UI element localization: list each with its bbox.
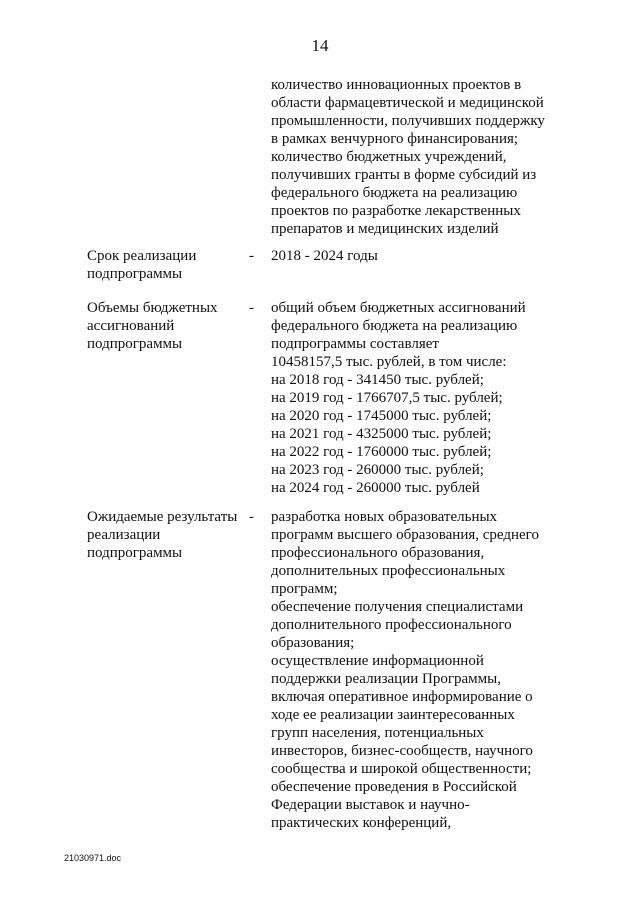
label-line: подпрограммы (87, 336, 183, 352)
value-line: общий объем бюджетных ассигнований (271, 300, 526, 316)
label-line: ассигнований (87, 318, 175, 334)
value-line: программ высшего образования, среднего (271, 527, 539, 543)
value-line: разработка новых образовательных (271, 509, 498, 525)
value-line: федерального бюджета на реализацию (271, 318, 518, 334)
value-line: обеспечение получения специалистами (271, 599, 524, 615)
value-line: практических конференций, (271, 815, 452, 831)
text-line: препаратов и медицинских изделий (271, 221, 499, 237)
label-line: Объемы бюджетных (87, 300, 218, 316)
section-value (271, 299, 571, 497)
value-line: Федерации выставок и научно- (271, 797, 470, 813)
text-line: промышленности, получивших поддержку (271, 113, 545, 129)
value-line: 2018 - 2024 годы (271, 248, 378, 264)
value-line: 10458157,5 тыс. рублей, в том числе: (271, 354, 507, 370)
text-line: количество инновационных проектов в (271, 77, 522, 93)
text-line: области фармацевтической и медицинской (271, 95, 544, 111)
value-line: ходе ее реализации заинтересованных (271, 707, 515, 723)
value-line: обеспечение проведения в Российской (271, 779, 517, 795)
label-line: Ожидаемые результаты (87, 509, 238, 525)
footer-filename: 21030971.doc (64, 853, 122, 863)
value-line: включая оперативное информирование о (271, 689, 533, 705)
label-line: реализации (87, 527, 161, 543)
section-label (87, 299, 252, 353)
section-dash: - (249, 509, 254, 525)
text-line: федерального бюджета на реализацию (271, 185, 518, 201)
text-line: проектов по разработке лекарственных (271, 203, 521, 219)
value-line: на 2023 год - 260000 тыс. рублей; (271, 462, 484, 478)
value-line: на 2018 год - 341450 тыс. рублей; (271, 372, 484, 388)
value-line: дополнительных профессиональных (271, 563, 506, 579)
text-line: получивших гранты в форме субсидий из (271, 167, 537, 183)
value-line: подпрограммы составляет (271, 336, 439, 352)
value-line: инвесторов, бизнес-сообществ, научного (271, 743, 533, 759)
label-line: подпрограммы (87, 266, 183, 282)
intro-text (271, 76, 571, 238)
value-line: групп населения, потенциальных (271, 725, 484, 741)
label-line: подпрограммы (87, 545, 183, 561)
section-value (271, 247, 571, 265)
text-line: в рамках венчурного финансирования; (271, 131, 519, 147)
value-line: на 2021 год - 4325000 тыс. рублей; (271, 426, 492, 442)
value-line: поддержки реализации Программы, (271, 671, 501, 687)
section-dash: - (249, 300, 254, 316)
value-line: образования; (271, 635, 355, 651)
label-line: Срок реализации (87, 248, 197, 264)
text-line: количество бюджетных учреждений, (271, 149, 507, 165)
page-number: 14 (311, 36, 329, 55)
value-line: на 2024 год - 260000 тыс. рублей (271, 480, 480, 496)
value-line: на 2020 год - 1745000 тыс. рублей; (271, 408, 492, 424)
value-line: осуществление информационной (271, 653, 484, 669)
value-line: сообщества и широкой общественности; (271, 761, 532, 777)
section-dash: - (249, 248, 254, 264)
value-line: дополнительного профессионального (271, 617, 512, 633)
section-value (271, 508, 571, 832)
value-line: программ; (271, 581, 338, 597)
value-line: профессионального образования, (271, 545, 485, 561)
section-label (87, 247, 252, 283)
section-label (87, 508, 252, 562)
value-line: на 2022 год - 1760000 тыс. рублей; (271, 444, 492, 460)
value-line: на 2019 год - 1766707,5 тыс. рублей; (271, 390, 503, 406)
